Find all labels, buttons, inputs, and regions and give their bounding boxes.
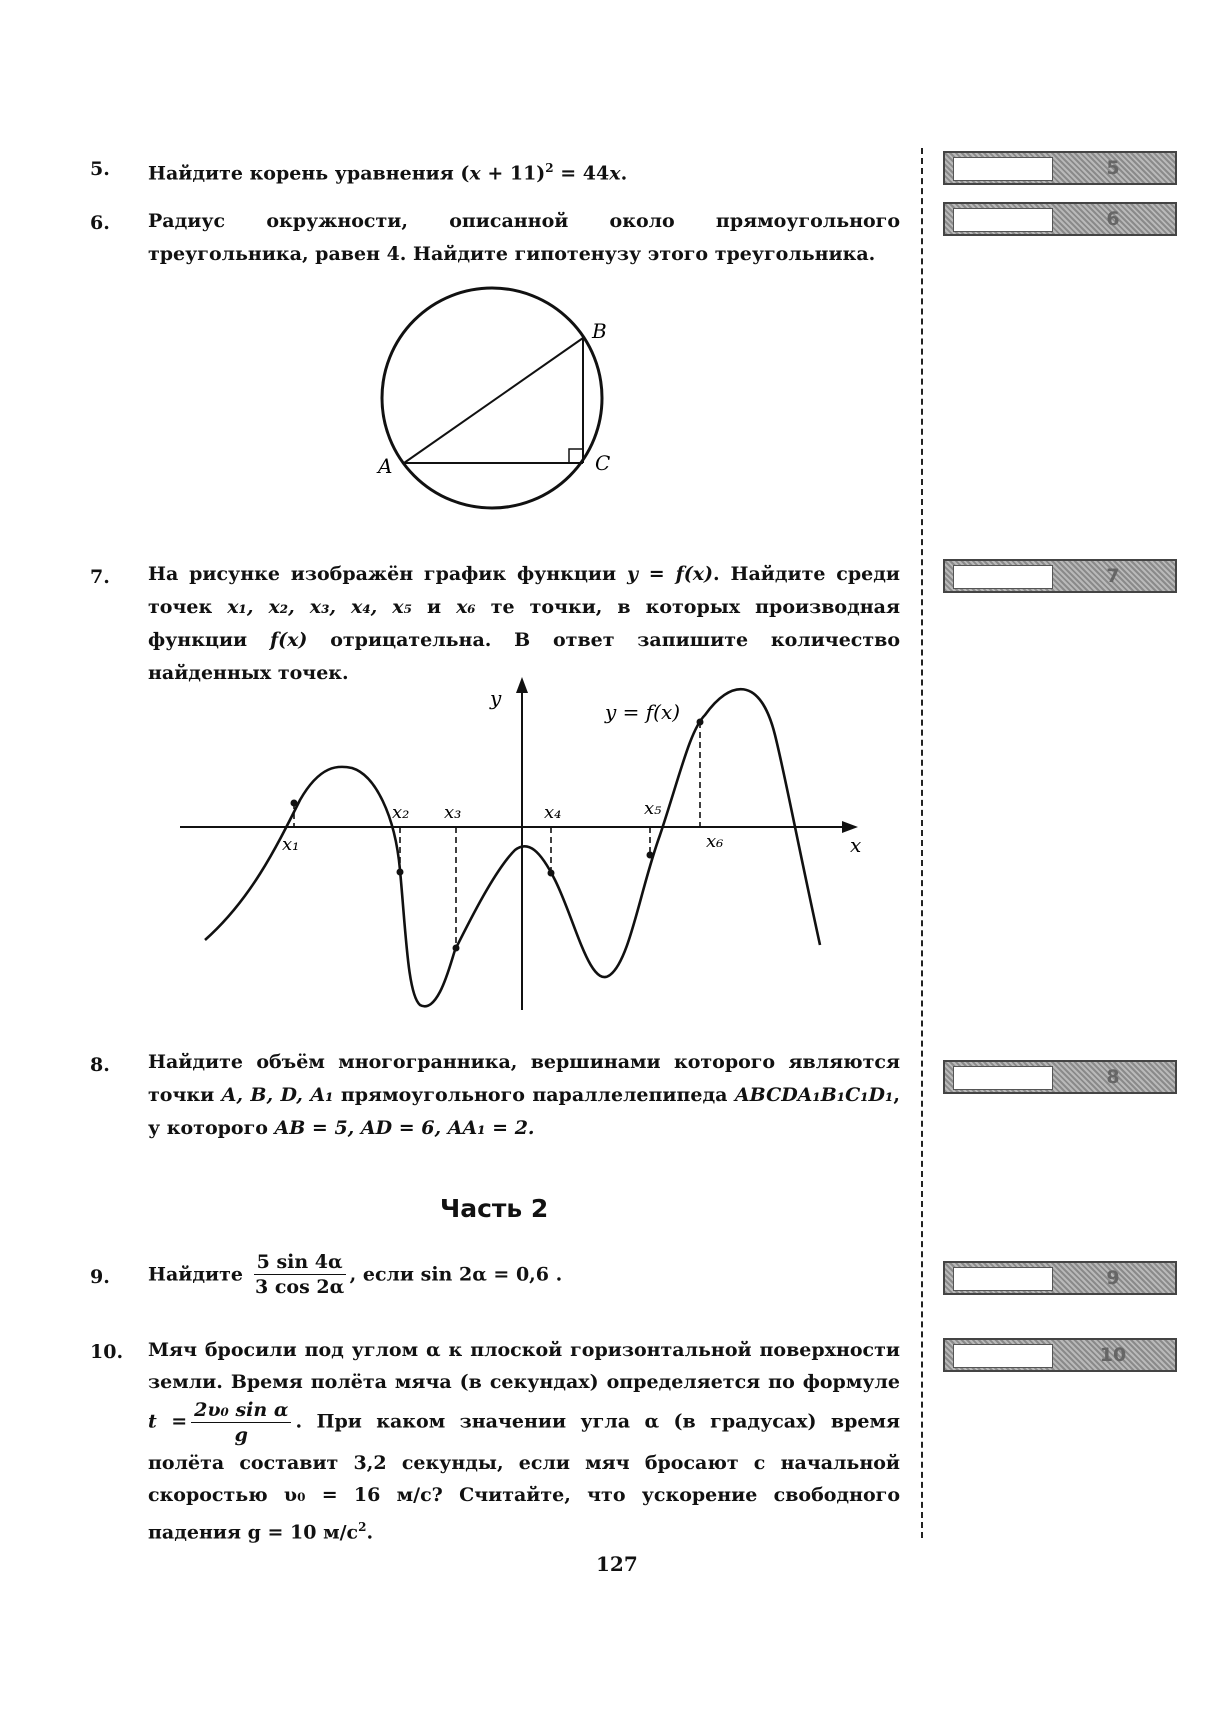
- problem-10-number: 10.: [90, 1341, 124, 1363]
- x2-label: x₂: [392, 802, 410, 823]
- problem-7-number: 7.: [90, 566, 110, 588]
- answer-field-10[interactable]: [953, 1344, 1053, 1368]
- answer-field-7[interactable]: [953, 565, 1053, 589]
- answer-box-8[interactable]: 8: [943, 1060, 1177, 1094]
- label-b: B: [592, 319, 607, 343]
- hypotenuse-ab: [404, 338, 583, 463]
- y-axis-label: y: [490, 686, 502, 710]
- page-number: 127: [596, 1552, 638, 1576]
- problem-10-text: Мяч бросили под углом α к плоской горизонтальной поверхности земли. Время полёта мяча (в секундах) определяется по формуле t = $\frac{\text{2υ₀ sin α}}{g}$ . При каком значении угла α (в градусах) время полёта составит 3,2 секунды, если мяч бросают с начальной скоростью υ₀ = 16 м/с? Считайте, что ускорение свободного падения g = 10 $м/с^2$.: [148, 1339, 900, 1544]
- circle-figure: [340, 280, 630, 520]
- answer-box-10[interactable]: 10: [943, 1338, 1177, 1372]
- answer-field-6[interactable]: [953, 208, 1053, 232]
- answer-box-6[interactable]: 6: [943, 202, 1177, 236]
- problem-10-fraction: $\frac{\text{2υ₀ sin α}}{g}$: [191, 1398, 291, 1447]
- answer-field-9[interactable]: [953, 1267, 1053, 1291]
- x5-label: x₅: [644, 798, 662, 819]
- problem-9-text: Найдите $\frac{5 \sin 4\alpha}{3 \cos 2\alpha}$ , если sin 2α = 0,6 .: [148, 1251, 563, 1298]
- circumcircle: [382, 288, 602, 508]
- problem-5-number: 5.: [90, 158, 110, 180]
- function-label: y = f(x): [605, 700, 681, 724]
- problem-9-number: 9.: [90, 1266, 110, 1288]
- part-heading: Часть 2: [440, 1194, 549, 1223]
- problem-5-text: Найдите корень уравнения $(x + 11)^2 = 44x$.: [148, 161, 628, 185]
- function-graph: [170, 675, 870, 1020]
- x1-label: x₁: [282, 834, 300, 855]
- x3-label: x₃: [444, 802, 462, 823]
- answer-field-5[interactable]: [953, 157, 1053, 181]
- problem-9-fraction: $\frac{5 \sin 4\alpha}{3 \cos 2\alpha}$: [255, 1251, 345, 1298]
- label-a: A: [378, 454, 393, 478]
- answer-box-9[interactable]: 9: [943, 1261, 1177, 1295]
- x1-point: [291, 800, 298, 807]
- problem-6-text: Радиус окружности, описанной около прямоугольного треугольника, равен 4. Найдите гипотенузу этого треугольника.: [148, 210, 900, 265]
- x4-point: [548, 870, 555, 877]
- x6-point: [697, 719, 704, 726]
- answer-box-5[interactable]: 5: [943, 151, 1177, 185]
- x4-label: x₄: [544, 802, 562, 823]
- problem-7-text: На рисунке изображён график функции y = f(x). Найдите среди точек x₁, x₂, x₃, x₄, x₅ и x₆ те точки, в которых производная функции f(x) отрицательна. В ответ запишите количество найденных точек.: [148, 563, 901, 684]
- label-c: C: [595, 451, 611, 475]
- x6-label: x₆: [706, 831, 724, 852]
- x2-point: [397, 869, 404, 876]
- x5-point: [647, 852, 654, 859]
- x3-point: [453, 945, 460, 952]
- x-axis-label: x: [850, 833, 862, 857]
- answer-field-8[interactable]: [953, 1066, 1053, 1090]
- cut-line: [921, 148, 923, 1538]
- problem-8-text: Найдите объём многогранника, вершинами которого являются точки A, B, D, A₁ прямоугольного параллелепипеда ABCDA₁B₁C₁D₁, у которого AB = 5, AD = 6, AA₁ = 2.: [148, 1051, 900, 1139]
- problem-8-number: 8.: [90, 1054, 110, 1076]
- answer-box-7[interactable]: 7: [943, 559, 1177, 593]
- problem-6-number: 6.: [90, 212, 110, 234]
- y-axis-arrow: [516, 677, 528, 693]
- x-axis-arrow: [842, 821, 858, 833]
